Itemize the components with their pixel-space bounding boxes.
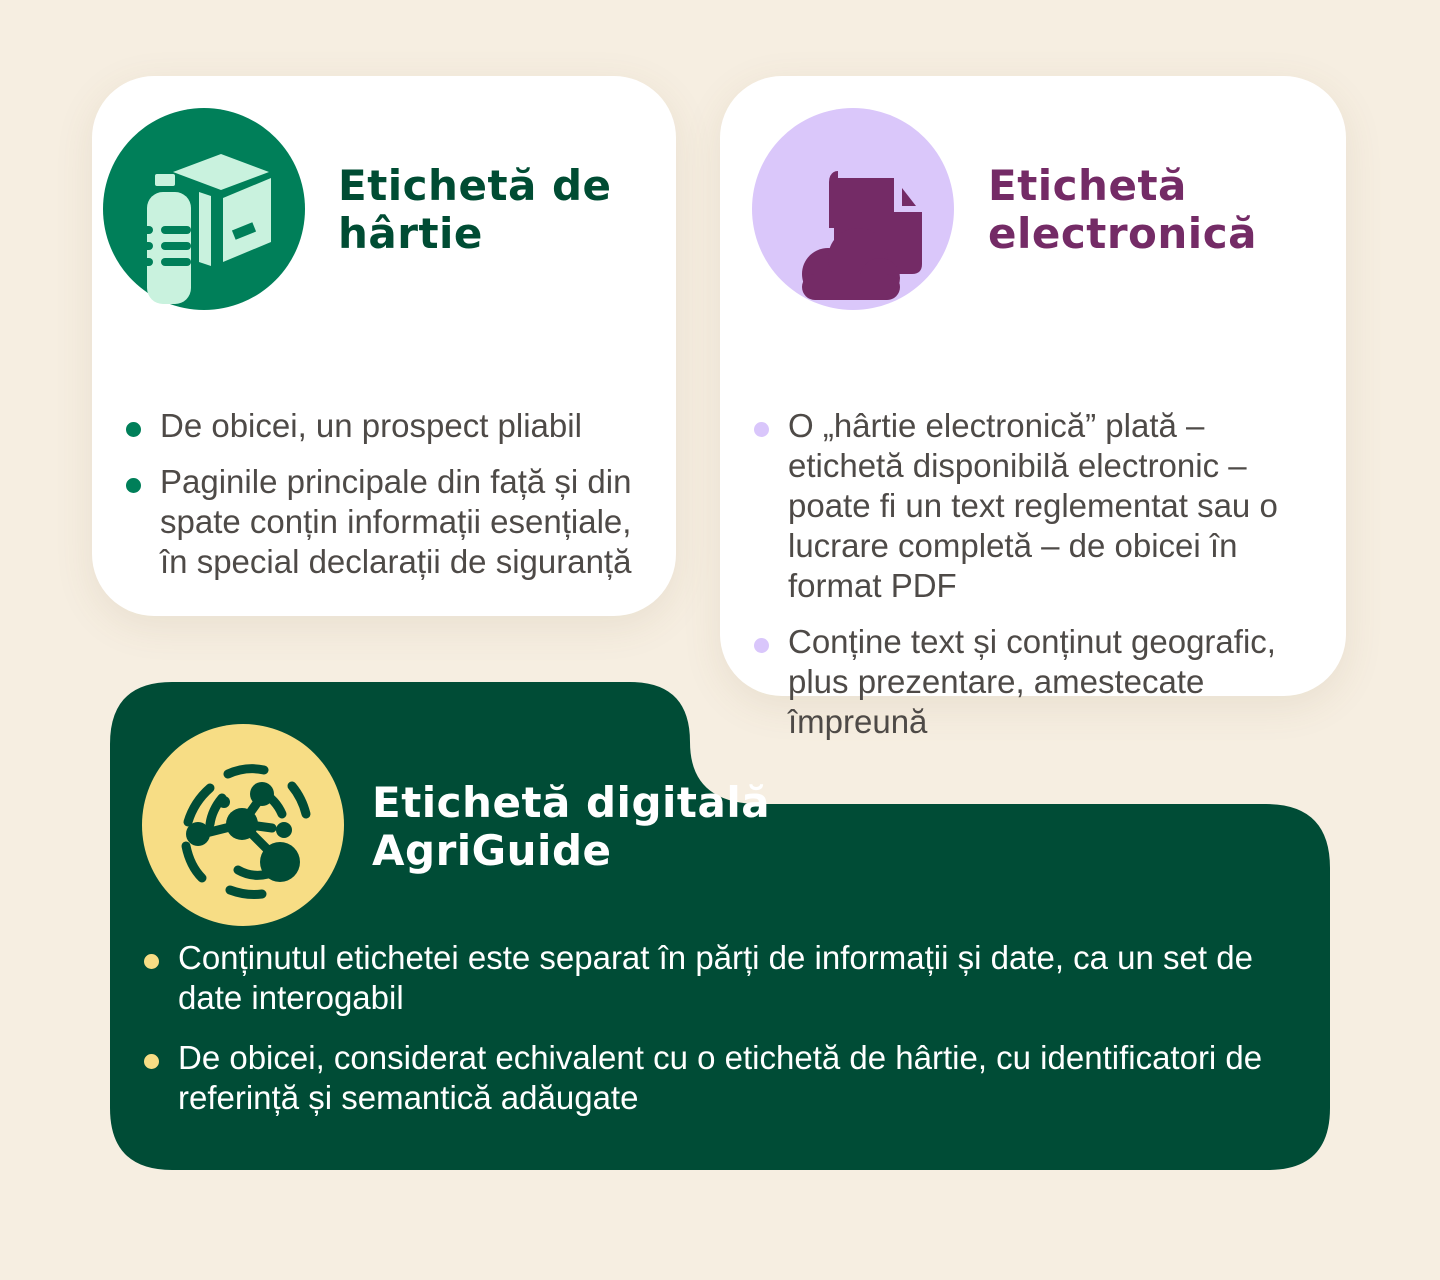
electronic-bullet-item bbox=[752, 406, 1312, 606]
paper-bullet-item bbox=[124, 406, 644, 446]
paper-bullet-text: Paginile principale din față și din spate conțin informații esențiale, în special declarații de siguranță bbox=[160, 463, 632, 580]
digital-card-title: Etichetă digitală AgriGuide bbox=[372, 778, 771, 875]
digital-bullet-list bbox=[142, 938, 1312, 1138]
electronic-icon-circle bbox=[752, 108, 954, 310]
paper-bullet-item bbox=[124, 462, 644, 582]
digital-bullet-item bbox=[142, 1038, 1312, 1118]
digital-bullet-text: De obicei, considerat echivalent cu o etichetă de hârtie, cu identificatori de referință și semantică adăugate bbox=[178, 1039, 1263, 1116]
bullet-dot bbox=[126, 422, 141, 437]
electronic-bullet-text: O „hârtie electronică” plată – etichetă disponibilă electronic – poate fi un text reglementat sau o lucrare completă – de obicei în format PDF bbox=[788, 407, 1278, 604]
bullet-dot bbox=[754, 422, 769, 437]
digital-icon-circle bbox=[142, 724, 344, 926]
cloud-document-icon bbox=[752, 108, 954, 310]
paper-card-title: Etichetă de hârtie bbox=[338, 161, 612, 258]
digital-bullet-text: Conținutul etichetei este separat în părți de informații și date, ca un set de date interogabil bbox=[178, 939, 1253, 1016]
paper-label-card bbox=[92, 76, 676, 616]
digital-bullet-item bbox=[142, 938, 1312, 1018]
electronic-bullet-text: Conține text și conținut geografic, plus prezentare, amestecate împreună bbox=[788, 623, 1276, 740]
electronic-label-card bbox=[720, 76, 1346, 740]
paper-bullet-text: De obicei, un prospect pliabil bbox=[160, 407, 582, 444]
bullet-dot bbox=[754, 638, 769, 653]
electronic-card-title: Etichetă electronică bbox=[988, 161, 1257, 258]
bullet-dot bbox=[126, 478, 141, 493]
bullet-dot bbox=[144, 1054, 159, 1069]
network-nodes-icon bbox=[142, 724, 344, 926]
bullet-dot bbox=[144, 954, 159, 969]
paper-bullet-list bbox=[124, 406, 644, 582]
digital-label-card bbox=[110, 682, 1330, 1170]
paper-icon-circle bbox=[103, 108, 305, 310]
bottle-and-box-icon bbox=[103, 108, 305, 310]
